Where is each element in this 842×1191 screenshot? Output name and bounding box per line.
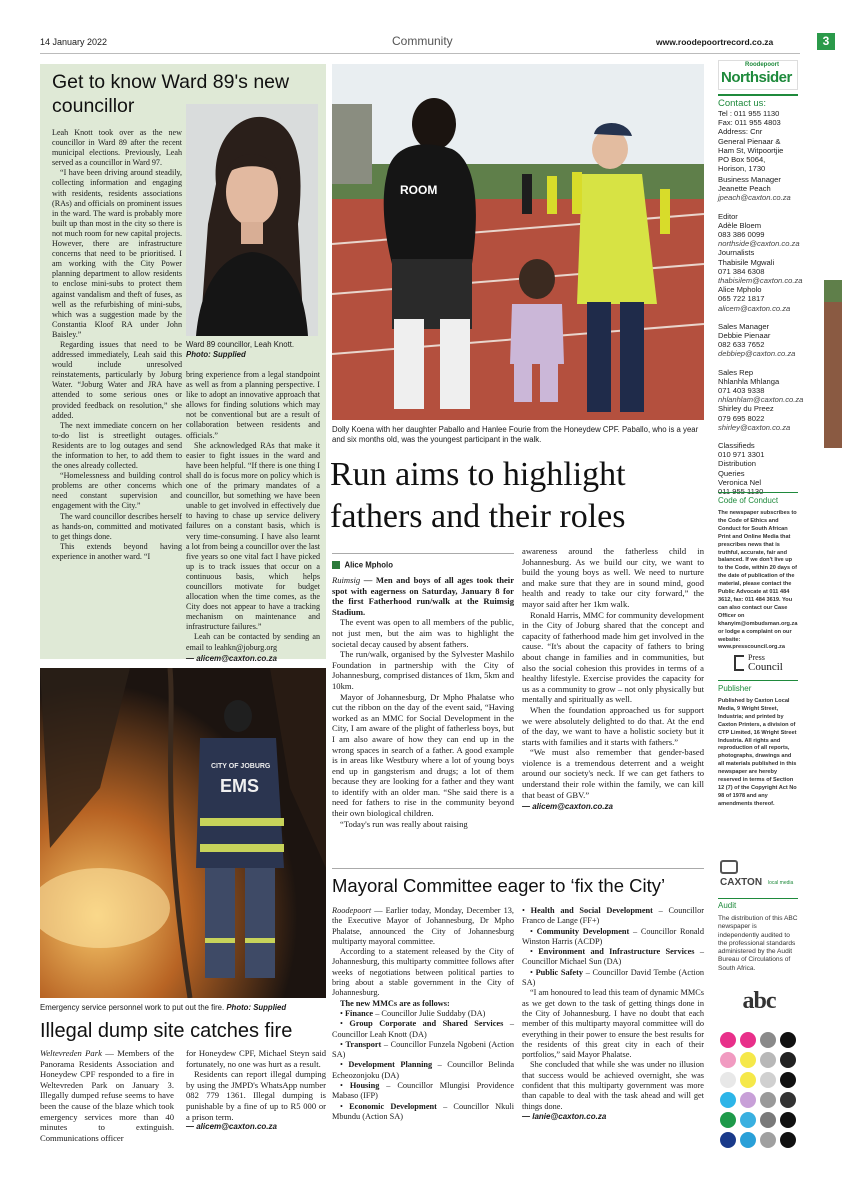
fire-story-col2 [186, 1048, 326, 1133]
mmc-portfolio: Public Safety [535, 967, 583, 977]
mmc-portfolio: Finance [344, 1008, 374, 1018]
councillor-photo-caption [186, 340, 322, 360]
svg-text:ROOM: ROOM [400, 183, 438, 197]
run-photo-caption: Dolly Koena with her daughter Paballo and Hanlee Fourie from the Honeydew CPF. Paballo, who is a year and six months old, was the youngest participant in the walk. [332, 425, 699, 444]
fire-story-col1 [40, 1048, 174, 1143]
staff-line: Journalists [718, 248, 755, 258]
paragraph: awareness around the fatherless child in Johannesburg. As we build our city, we want to build the young boys as well. We need to nurture and make sure that they are in sound mind, good health and ready to take our city forward,” the mayor said after her 1km walk. [522, 546, 704, 609]
mmc-item: • Health and Social Development – Councillor Franco de Lange (FF+) [522, 906, 705, 926]
staff-email[interactable]: jpeach@caxton.co.za [718, 193, 791, 203]
paragraph: “Homelessness and building control problems are other concerns which need constant supervision and engagement with the City.” [52, 471, 182, 511]
dateline: Ruimsig [332, 575, 361, 585]
mmc-name: – Councillor Franco de Lange (FF+) [522, 906, 705, 926]
section-name: Community [392, 34, 453, 48]
mmc-portfolio: Group Corporate and Shared Services [349, 1019, 504, 1029]
conduct-rule [718, 492, 798, 493]
mmc-item: • Finance – Councillor Julie Suddaby (DA) [340, 1008, 486, 1018]
paragraph: bring experience from a legal standpoint as well as from a planning perspective. I like to adopt an innovative approach that allows for finding solutions which may not be conventional but are a result of collaboration between residents and officials.” [186, 370, 320, 440]
edge-thumbnail-grass [824, 280, 842, 302]
mmc-item: • Environment and Infrastructure Services – Councillor Michael Sun (DA) [522, 947, 705, 967]
mmc-item: • Public Safety – Councillor David Tembe (Action SA) [522, 967, 704, 988]
page-number: 3 [817, 33, 835, 50]
contact-line: Address: Cnr [718, 127, 763, 137]
staff-line: 071 384 6308 [718, 266, 765, 276]
staff-line: 065 722 1817 [718, 294, 765, 304]
paragraph: The ward councillor describes herself as hands-on, committed and motivated to get things done. [52, 511, 182, 541]
contact-line: Tel : 011 955 1130 [718, 109, 780, 118]
paragraph: for Honeydew CPF, Michael Steyn said fortunately, no one was hurt as a result. [186, 1048, 326, 1069]
staff-block [718, 404, 800, 432]
logo-small-text: Roodepoort [745, 62, 779, 68]
mmc-name: – Councillor Michael Sun (DA) [522, 947, 705, 967]
staff-line: Thabisile Mgwali [718, 257, 775, 267]
audit-rule [718, 898, 798, 899]
press-council-small: Press [748, 653, 765, 662]
lead-text: — Members of the Panorama Residents Association and Honeydew CPF responded to a fire in Weltevreden Park on January 3. Illegally dumped refuse seems to have been the cause of the blaze which took emergency services more than 40 minutes to extinguish. Communications officer [40, 1048, 174, 1143]
page-header [40, 32, 830, 54]
edge-thumbnail [824, 280, 842, 448]
staff-line: Queries [718, 468, 745, 478]
ward-story-box [40, 64, 326, 663]
byline-author: Alice Mpholo [344, 560, 393, 570]
mmc-portfolio: Development Planning [348, 1060, 433, 1070]
mmc-name: – Councillor Julie Suddaby (DA) [375, 1008, 486, 1018]
logo-big-text: Northsider [721, 69, 792, 86]
mmc-item: • Transport – Councillor Funzela Ngobeni (Action SA) [332, 1039, 514, 1060]
ward-story-col2 [186, 370, 320, 664]
staff-line: Adèle Bloem [718, 220, 762, 230]
paragraph: “We must also remember that gender-based violence is a tremendous deterrent and a weight around our society's neck. If we can get fathers to understand their role within the family, we can kill that beast of GBV.” [522, 747, 704, 800]
staff-line: 083 386 0099 [718, 230, 765, 240]
sidebar-rule [718, 94, 798, 96]
lead-text: — Men and boys of all ages took their spot with eagerness on Saturday, January 8 for the first Fatherhood run/walk at the Ruimsig Stadium. [332, 575, 515, 617]
staff-block [718, 248, 803, 286]
staff-line: Jeanette Peach [718, 184, 771, 194]
svg-text:CITY OF JOBURG: CITY OF JOBURG [211, 763, 271, 770]
publisher-heading: Publisher [718, 684, 752, 693]
run-story-byline [332, 553, 514, 570]
staff-line: Business Manager [718, 175, 781, 184]
paragraph: She concluded that while she was under no illusion that success would be achieved overnight, she was confident that this multiparty government was more than capable to deal with the task ahead and will get things done. [522, 1060, 704, 1111]
contact-line: Fax: 011 955 4803 [718, 118, 781, 128]
masthead-logo [718, 60, 798, 90]
caxton-logo [718, 860, 798, 894]
mmc-item: • Development Planning – Councillor Belinda Echeozonjoku (DA) [332, 1060, 515, 1080]
run-story-col1 [332, 575, 514, 829]
run-story-col2 [522, 546, 704, 813]
staff-line: 082 633 7652 [718, 340, 765, 350]
staff-email[interactable]: shirley@caxton.co.za [718, 422, 791, 432]
paragraph: Regarding issues that need to be addressed immediately, Leah said this would include unresolved reinstatements, particularly by Joburg Water. “Joburg Water and JRA have attended to some serious ones or provided feedback on resolution,” she added. [52, 339, 182, 420]
website: www.roodepoortrecord.co.za [656, 37, 774, 47]
mmc-portfolio: Environment and Infrastructure Services [538, 947, 695, 957]
photo-credit: Photo: Supplied [226, 1003, 287, 1012]
lead-paragraph [40, 1048, 174, 1143]
ward-story-headline: Get to know Ward 89's new councillor [52, 71, 290, 117]
audit-heading: Audit [718, 901, 737, 910]
mmc-name: – Councillor Funzela Ngobeni (Action SA) [332, 1039, 514, 1060]
abc-logo: abc [742, 988, 776, 1014]
publisher-text: Published by Caxton Local Media, 9 Wright Street, Industria; and printed by Caxton Printers, a division of CTP Limited, 16 Wright Street Industria. All rights and reproduction of all reports, photographs, drawings and all materials published in this newspaper are hereby reserved in terms of Section 12 (7) of the Copyright Act No 98 of 1978 and any amendments thereof. [718, 698, 797, 807]
staff-line: Sales Manager [718, 321, 770, 331]
staff-line: 011 955 1130 [718, 487, 764, 497]
contact-heading: Contact us: [718, 98, 767, 109]
paragraph: The event was open to all members of the public, not just men, but the aim was to highlight the societal decay caused by absent fathers. [332, 617, 514, 649]
caxton-wordmark: CAXTON [720, 877, 763, 888]
mmc-item: • Community Development – Councillor Ronald Winston Harris (ACDP) [522, 926, 704, 946]
paragraph: Leah can be contacted by sending an email to leahkn@joburg.org [186, 632, 320, 652]
paragraph: “I am honoured to lead this team of dynamic MMCs as we get down to the task of getting things done in the City of Johannesburg. I have no doubt that each member of this multiparty mayoral committee will do everything in their power to ensure the best results for the residents of this great city in each of their portfolios,” said Mayor Phalatse. [522, 988, 704, 1060]
publisher-rule [718, 680, 798, 681]
mmc-name: – Councillor Mlungisi Providence Mabaso (IFP) [332, 1081, 515, 1101]
staff-email[interactable]: northside@caxton.co.za [718, 239, 800, 249]
dateline: Weltevreden Park [40, 1048, 102, 1058]
mmc-portfolio: Transport [345, 1039, 382, 1049]
councillor-photo [186, 104, 318, 336]
ward-story-col1 [52, 128, 182, 562]
contact-line: Ham St, Witpoortjie [718, 145, 784, 155]
contact-details [718, 109, 800, 173]
lead-text: — Earlier today, Monday, December 13, the Executive Mayor of Johannesburg, Dr Mpho Phalatse, announced the City of Johannesburg multiparty mayoral committee. [332, 906, 514, 946]
mmc-name: – Councillor Nkuli Mbundu (Action SA) [332, 1101, 515, 1121]
staff-line: Sales Rep [718, 367, 754, 377]
paragraph: According to a statement released by the City of Johannesburg, this multiparty committee follows after weeks of negotiations between political parties to bring about a stable government in the City of Johannesburg. [332, 947, 514, 998]
staff-email[interactable]: nhlanhlam@caxton.co.za [718, 395, 804, 405]
mmc-item: • Economic Development – Councillor Nkuli Mbundu (Action SA) [332, 1101, 515, 1121]
mayoral-story-col1 [332, 906, 514, 1122]
staff-block [718, 285, 800, 313]
staff-block [718, 441, 800, 496]
staff-line: Editor [718, 211, 738, 221]
fire-story-headline: Illegal dump site catches fire [40, 1020, 293, 1042]
mmc-portfolio: Health and Social Development [530, 906, 653, 915]
staff-line: Classifieds [718, 441, 755, 451]
mmc-name: – Councillor Leah Knott (DA) [332, 1019, 514, 1039]
mmc-heading-text: The new MMCs are as follows: [340, 998, 450, 1008]
paragraph: “Today's run was really about raising [340, 818, 468, 829]
paragraph: She acknowledged RAs that make it easier to fight issues in the ward and have been helpful. “If there is one thing I shall do is focus more on policy which is one of the primary mandates of a councillor, but something we have been unable to get involved in effectively due to having to chase up service delivery failures on a constant basis, which is very time-consuming. I have also learnt a lot from being a councillor over the last five years so one vital fact I have picked up is to track issues that occur on a continuous basis, which helps councillors motivate for budget allocation when the time comes, as the City does not appear to have a tracking mechanism on maintenance and infrastructure failures.” [186, 440, 320, 632]
staff-block [718, 175, 800, 203]
press-council-logo [734, 653, 794, 675]
contact-line: General Pienaar & [718, 136, 781, 146]
mmc-portfolio: Housing [349, 1081, 380, 1091]
paragraph: This extends beyond having experience in another ward. “I [52, 541, 182, 561]
fire-photo-caption [40, 1003, 326, 1013]
sign-off: — alicem@caxton.co.za [522, 802, 613, 812]
staff-line: Debbie Pienaar [718, 331, 771, 341]
mmc-heading [332, 999, 514, 1009]
staff-line: Nhlanhla Mhlanga [718, 376, 780, 386]
svg-text:EMS: EMS [220, 776, 260, 796]
paragraph: Mayor of Johannesburg, Dr Mpho Phalatse who cut the ribbon on the day of the event said, “Having worked as an MMC for Social Development in the City, I am aware of the plight of fatherless boys, but I am also aware of how they can end up in the wrong spaces in search of a father. A good example is in areas like Westbury where a lot of young boys end up in gangsterism and drugs; a lot of them because they are looking for a father and they want to identify with an older man. “She said there is a need for fathers to rise in the community beyond their own biological children. [332, 691, 514, 819]
staff-email[interactable]: thabisilem@caxton.co.za [718, 276, 803, 286]
caxton-mark [720, 860, 738, 874]
staff-block [718, 367, 804, 405]
paragraph: The next immediate concern on her to-do list is streetlight outages. Residents are to log outages and send the information to her, to add them to the ones already collected. [52, 420, 182, 471]
mayoral-story-rule [332, 868, 704, 869]
staff-email[interactable]: debbiep@caxton.co.za [718, 349, 796, 359]
caxton-sub: local media [768, 880, 794, 886]
staff-line: 079 695 8022 [718, 413, 765, 423]
paragraph: “I have been driving around steadily, collecting information and engaging with residents, residents associations (RAs) and officials on prominent issues in the ward. The ward is probably more built up than most in the city so there is not much room for new capital projects. However, there are infrastructure concerns that need to be prioritised. I am working with the City Power planning department to allow residents to enclose mini-subs to protect them against vandalism and theft of fuses, as well as the refurbishing of mini-subs, which was a suggestion made by the Constantia Kloof RA under John Baisley.” [52, 168, 182, 339]
caption-text: Emergency service personnel work to put out the fire. [40, 1003, 225, 1012]
staff-line: 071 403 9338 [718, 386, 765, 396]
sign-off: — alicem@caxton.co.za [186, 1122, 277, 1132]
staff-email[interactable]: alicem@caxton.co.za [718, 303, 791, 313]
run-photo [332, 64, 704, 420]
lead-paragraph [332, 575, 514, 617]
audit-text: The distribution of this ABC newspaper is independently audited to the professional standards administered by the Audit Bureau of Circulations of South Africa. [718, 915, 798, 972]
fire-photo [40, 668, 326, 998]
colour-registration-dots [718, 1030, 798, 1160]
staff-line: Alice Mpholo [718, 285, 762, 295]
mmc-portfolio: Economic Development [349, 1101, 437, 1111]
staff-line: Distribution [718, 459, 756, 469]
mmc-name: – Councillor Belinda Echeozonjoku (DA) [332, 1060, 515, 1080]
mmc-portfolio: Community Development [536, 926, 630, 936]
photo-credit: Photo: Supplied [186, 350, 246, 359]
staff-block [718, 322, 800, 359]
conduct-heading: Code of Conduct [718, 496, 779, 505]
staff-directory [718, 175, 804, 497]
press-council-mark [734, 655, 744, 671]
paragraph: When the foundation approached us for support we were absolutely delighted to do that. At the end of the day, we want to have a holistic society but it starts with families and it starts with fathers.” [522, 704, 704, 747]
mayoral-story-col2 [522, 906, 704, 1122]
sign-off: — lanie@caxton.co.za [522, 1111, 607, 1121]
mayoral-story-headline: Mayoral Committee eager to ‘fix the City’ [332, 875, 666, 896]
paragraph: Ronald Harris, MMC for community development in the City of Joburg shared that the concept and capacity of fatherhood made him get involved in the cause. “It's about the capacity of fathers to bring about change in families and in communities, but also the social cohesion this provides in terms of a healthy lifestyle. Exercise provides the capacity for us as a community to grow – not only physically but mentally and spiritually as well. [522, 609, 704, 705]
mmc-item: • Group Corporate and Shared Services – Councillor Leah Knott (DA) [332, 1019, 514, 1039]
mmc-name: – Councillor Ronald Winston Harris (ACDP) [522, 926, 704, 946]
press-council-big: Council [748, 661, 783, 673]
staff-line: Veronica Nel [718, 477, 762, 487]
dateline: Roodepoort [332, 906, 372, 915]
paragraph: Leah Knott took over as the new councillor in Ward 89 after the recent municipal elections. Previously, Leah served as a councillor in Ward 97. [52, 128, 182, 168]
lead-paragraph [332, 906, 514, 947]
paragraph: Residents can report illegal dumping by using the JMPD's WhatsApp number 082 779 1361. Illegal dumping is punishable by a fine of up to R5 000 or a prison term. [186, 1069, 326, 1122]
sidebar [716, 60, 804, 1180]
staff-block [718, 212, 800, 249]
paragraph: The run/walk, organised by the Sylvester Mashilo Foundation in partnership with the City of Johannesburg, comprised distances of 1km, 5km and 10km. [332, 649, 514, 691]
issue-date: 14 January 2022 [40, 37, 108, 47]
staff-line: Shirley du Preez [718, 404, 774, 414]
contact-line: PO Box 5064, [718, 155, 766, 165]
contact-line: Horison, 1730 [718, 164, 766, 174]
sign-off: — alicem@caxton.co.za [186, 653, 277, 663]
staff-line: 010 971 3301 [718, 450, 765, 460]
run-story-headline: Run aims to highlight fathers and their roles [330, 456, 626, 535]
conduct-text: The newspaper subscribes to the Code of Ethics and Conduct for South African Print and Online Media that prescribes news that is truthful, accurate, fair and balanced. If we don't live up to the Code, within 20 days of the date of publication of the material, please contact the Public Advocate at 011 484 3612, fax: 011 484 3619. You can also contact our Case Officer on khanyim@ombudsman.org.za or lodge a complaint on our website: www.presscouncil.org.za [718, 510, 798, 651]
mmc-item: • Housing – Councillor Mlungisi Providence Mabaso (IFP) [332, 1081, 515, 1101]
byline-marker [332, 561, 340, 569]
mmc-name: – Councillor David Tembe (Action SA) [522, 967, 704, 988]
caption-text: Ward 89 councillor, Leah Knott. [186, 340, 295, 349]
